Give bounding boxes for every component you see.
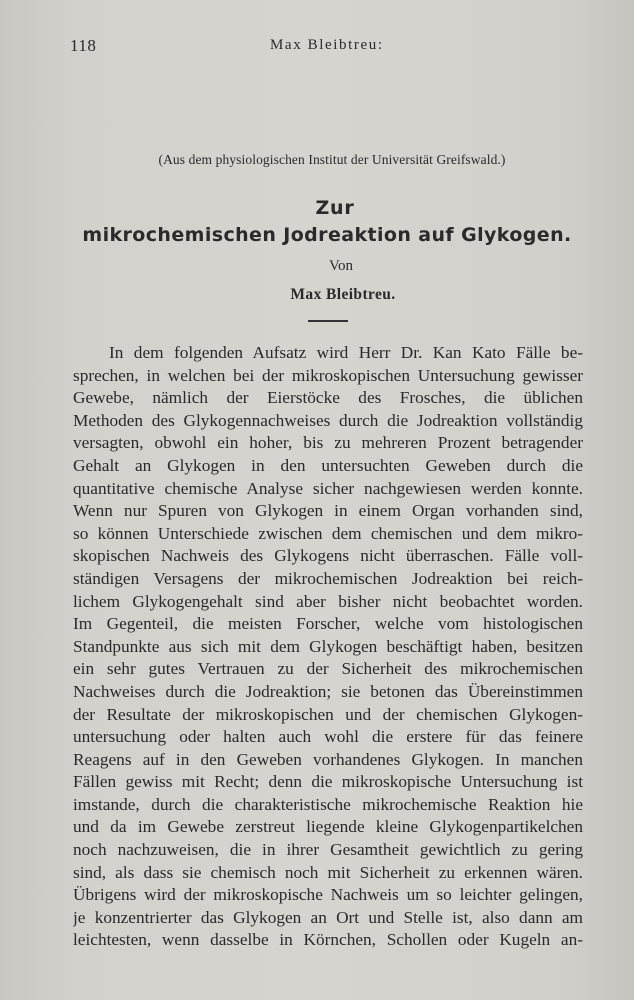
body-line: versagten, obwohl ein hoher, bis zu mehreren Prozent betragender: [73, 433, 583, 453]
body-line: leichtesten, wenn dasselbe in Körnchen, Schollen oder Kugeln an-: [73, 930, 583, 950]
title-line-1: [0, 197, 634, 219]
page-header: [70, 36, 580, 60]
body-line: und da im Gewebe zerstreut liegende kleine Glykogenpartikelchen: [73, 817, 583, 837]
body-line: je konzentrierter das Glykogen an Ort und Stelle ist, also dann am: [73, 907, 583, 927]
body-line: der Resultate der mikroskopischen und der chemischen Glykogen-: [73, 704, 583, 724]
body-line: sprechen, in welchen bei der mikroskopischen Untersuchung gewisser: [73, 365, 583, 385]
body-line: ein sehr gutes Vertrauen zu der Sicherheit des mikrochemischen: [73, 659, 583, 679]
page-number: 118: [70, 36, 97, 55]
body-line: Methoden des Glykogennachweises durch die Jodreaktion vollständig: [73, 410, 583, 430]
body-line: sind, als dass sie chemisch noch mit Sicherheit zu erkennen wären.: [73, 862, 583, 882]
body-line: skopischen Nachweis des Glykogens nicht überraschen. Fälle voll-: [73, 546, 583, 566]
body-line: so können Unterschiede zwischen dem chemischen und dem mikro-: [73, 523, 583, 543]
affiliation-text: (Aus dem physiologischen Institut der Universität Greifswald.): [158, 152, 506, 167]
title-line-1-text: Zur: [315, 197, 355, 219]
byline-von: [0, 258, 634, 275]
body-paragraph: [73, 342, 583, 952]
title-line-2: mikrochemischen Jodreaktion auf Glykogen.: [82, 224, 572, 246]
body-line: noch nachzuweisen, die in ihrer Gesamtheit gewichtlich zu gering: [73, 840, 583, 860]
body-line: Fällen gewiss mit Recht; denn die mikroskopische Untersuchung ist: [73, 772, 583, 792]
body-line: Nachweises durch die Jodreaktion; sie betonen das Übereinstimmen: [73, 681, 583, 701]
byline-von-text: Von: [329, 258, 353, 274]
body-line: Reagens auf in den Geweben vorhandenes Glykogen. In manchen: [73, 749, 583, 769]
section-divider: [308, 320, 348, 322]
body-line: quantitative chemische Analyse sicher nachgewiesen werden konnte.: [73, 478, 583, 498]
body-line: In dem folgenden Aufsatz wird Herr Dr. Kan Kato Fälle be-: [109, 343, 583, 362]
body-line: Standpunkte aus sich mit dem Glykogen beschäftigt haben, besitzen: [73, 636, 583, 656]
body-line: Gewebe, nämlich der Eierstöcke des Frosches, die üblichen: [73, 388, 583, 408]
author-name: [0, 286, 634, 304]
affiliation-note: [0, 152, 634, 168]
body-line: Übrigens wird der mikroskopische Nachweis um so leichter gelingen,: [73, 885, 583, 905]
body-line: imstande, durch die charakteristische mikrochemische Reaktion hie: [73, 794, 583, 814]
author-name-text: Max Bleibtreu.: [290, 286, 396, 303]
body-line: Wenn nur Spuren von Glykogen in einem Organ vorhanden sind,: [73, 501, 583, 521]
body-line: ständigen Versagens der mikrochemischen Jodreaktion bei reich-: [73, 568, 583, 588]
body-line: lichem Glykogengehalt sind aber bisher nicht beobachtet worden.: [73, 591, 583, 611]
body-line: untersuchung oder halten auch wohl die erstere für das feinere: [73, 727, 583, 747]
body-line: Im Gegenteil, die meisten Forscher, welche vom histologischen: [73, 614, 583, 634]
running-head: Max Bleibtreu:: [270, 37, 384, 53]
body-line: Gehalt an Glykogen in den untersuchten Geweben durch die: [73, 455, 583, 475]
